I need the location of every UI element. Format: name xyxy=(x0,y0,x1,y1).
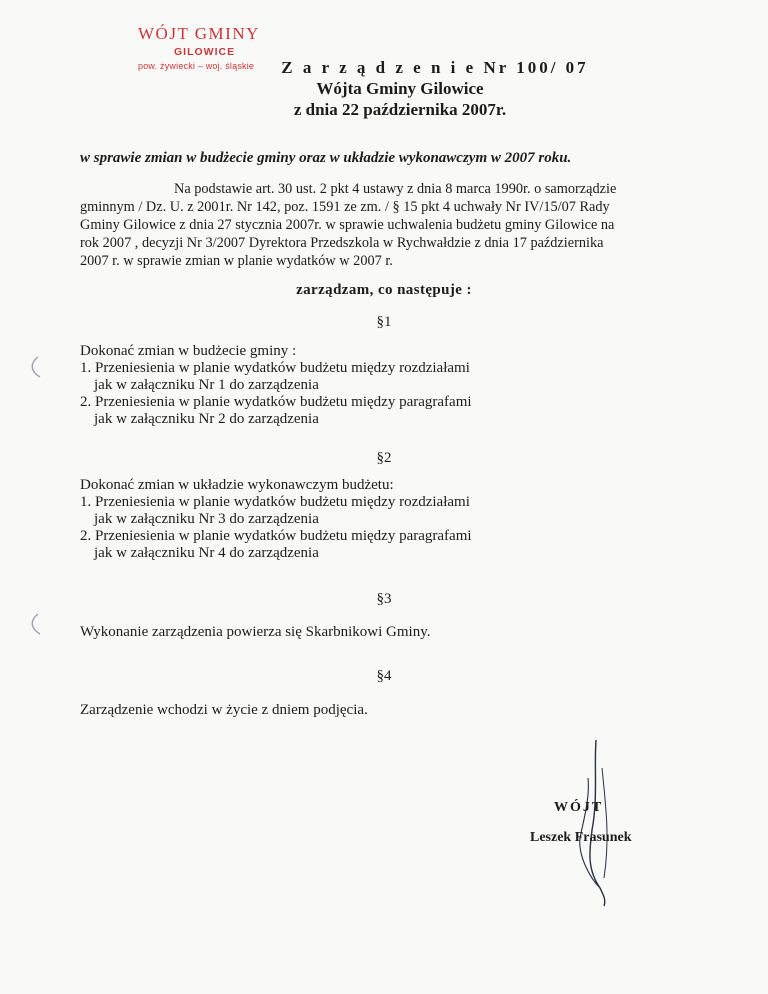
legal-basis-preamble xyxy=(80,180,680,270)
list-item-continuation: jak w załączniku Nr 2 do zarządzenia xyxy=(94,411,319,427)
section-intro: Dokonać zmian w układzie wykonawczym budżetu: xyxy=(80,477,394,493)
signature-block xyxy=(530,800,632,846)
stamp-line-1: WÓJT GMINY xyxy=(138,24,260,43)
preamble-line: Gminy Gilowice z dnia 27 stycznia 2007r. w sprawie uchwalenia budżetu gminy Gilowice na xyxy=(80,217,615,233)
margin-scan-mark-icon xyxy=(28,355,42,379)
document-header xyxy=(200,58,600,120)
section-4-mark: §4 xyxy=(376,668,392,684)
section-1-mark: §1 xyxy=(376,314,392,330)
section-4-text: Zarządzenie wchodzi w życie z dniem podjęcia. xyxy=(80,702,368,718)
decree-statement: zarządzam, co następuje : xyxy=(296,282,472,298)
section-1-body xyxy=(80,343,700,428)
signatory-title: WÓJT xyxy=(554,800,604,815)
section-2-body xyxy=(80,477,700,562)
preamble-line: rok 2007 , decyzji Nr 3/2007 Dyrektora Przedszkola w Rychwałdzie z dnia 17 października xyxy=(80,235,604,251)
list-item-continuation: jak w załączniku Nr 4 do zarządzenia xyxy=(94,545,319,561)
document-date: z dnia 22 października 2007r. xyxy=(293,100,507,119)
preamble-line: 2007 r. w sprawie zmian w planie wydatków w 2007 r. xyxy=(80,253,393,269)
section-intro: Dokonać zmian w budżecie gminy : xyxy=(80,343,297,359)
preamble-line: Na podstawie art. 30 ust. 2 pkt 4 ustawy z dnia 8 marca 1990r. o samorządzie xyxy=(174,181,617,197)
document-subject: w sprawie zmian w budżecie gminy oraz w układzie wykonawczym w 2007 roku. xyxy=(80,150,572,166)
list-item: 1. Przeniesienia w planie wydatków budżetu między rozdziałami xyxy=(80,494,470,510)
stamp-line-2: GILOWICE xyxy=(174,46,236,58)
stamp-line-3: pow. żywiecki – woj. śląskie xyxy=(138,61,255,71)
list-item-continuation: jak w załączniku Nr 3 do zarządzenia xyxy=(94,511,319,527)
section-2-mark: §2 xyxy=(376,450,392,466)
document-title: Z a r z ą d z e n i e Nr 100/ 07 xyxy=(281,58,589,77)
section-3-mark: §3 xyxy=(376,591,392,607)
list-item: 1. Przeniesienia w planie wydatków budżetu między rozdziałami xyxy=(80,360,470,376)
issuing-authority: Wójta Gminy Gilowice xyxy=(316,79,484,98)
list-item: 2. Przeniesienia w planie wydatków budżetu między paragrafami xyxy=(80,528,472,544)
list-item-continuation: jak w załączniku Nr 1 do zarządzenia xyxy=(94,377,319,393)
margin-scan-mark-icon xyxy=(28,612,42,636)
section-3-text: Wykonanie zarządzenia powierza się Skarbnikowi Gminy. xyxy=(80,624,431,640)
list-item: 2. Przeniesienia w planie wydatków budżetu między paragrafami xyxy=(80,394,472,410)
preamble-line: gminnym / Dz. U. z 2001r. Nr 142, poz. 1591 ze zm. / § 15 pkt 4 uchwały Nr IV/15/07 Rady xyxy=(80,199,610,215)
signatory-name: Leszek Frasunek xyxy=(530,830,632,845)
